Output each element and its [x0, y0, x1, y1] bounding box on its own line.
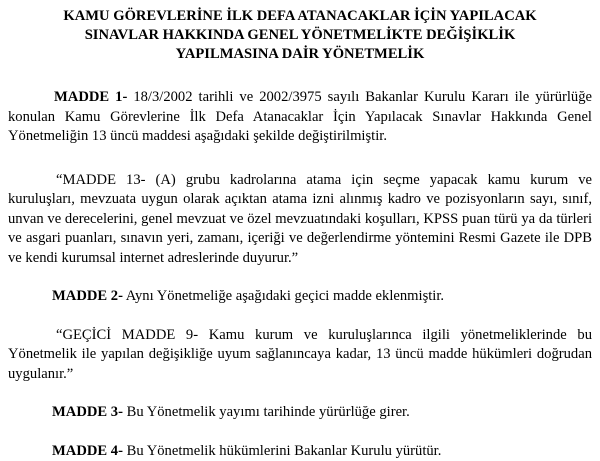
- title-line-1: KAMU GÖREVLERİNE İLK DEFA ATANACAKLAR İÇİN YAPILACAK: [63, 8, 536, 24]
- madde-2-label: MADDE 2-: [52, 288, 123, 304]
- title-line-3: YAPILMASINA DAİR YÖNETMELİK: [176, 46, 425, 62]
- madde-3-label: MADDE 3-: [52, 404, 123, 420]
- madde-3-text: Bu Yönetmelik yayımı tarihinde yürürlüğe girer.: [123, 404, 410, 420]
- madde-3-paragraph: [8, 403, 592, 423]
- madde-4-label: MADDE 4-: [52, 443, 123, 459]
- gecici-madde-9-quote-paragraph: “GEÇİCİ MADDE 9- Kamu kurum ve kuruluşlarınca ilgili yönetmeliklerinde bu Yönetmelik ile yapılan değişikliğe uyum sağlanıncaya kadar, 13 üncü madde hükümleri doğrudan uygulanır.”: [8, 326, 592, 385]
- madde-1-label: MADDE 1-: [54, 89, 127, 105]
- madde-4-paragraph: [8, 442, 592, 461]
- madde-4-text: Bu Yönetmelik hükümlerini Bakanlar Kurulu yürütür.: [123, 443, 441, 459]
- title-line-2: SINAVLAR HAKKINDA GENEL YÖNETMELİKTE DEĞİŞİKLİK: [85, 27, 516, 43]
- madde-1-text: 18/3/2002 tarihli ve 2002/3975 sayılı Bakanlar Kurulu Kararı ile yürürlüğe konulan Kamu Görevlerine İlk Defa Atanacaklar İçin Yapılacak Sınavlar Hakkında Genel Yönetmeliğin 13 üncü maddesi aşağıdaki şekilde değiştirilmiştir.: [8, 89, 592, 144]
- madde-13-quote-paragraph: “MADDE 13- (A) grubu kadrolarına atama için seçme yapacak kamu kurum ve kuruluşları, mevzuata uygun olarak açıktan atama izni alınmış kadro ve pozisyonların sayı, sınıf, unvan ve derecelerini, genel mevzuat ve özel mevzuatındaki koşulları, KPSS puan türü ya da türleri ve asgari puanları, sınavın yeri, zamanı, içeriği ve değerlendirme yöntemini Resmi Gazete ile DPB ve kendi kurumsal internet adreslerinde duyurur.”: [8, 171, 592, 269]
- madde-2-text: Aynı Yönetmeliğe aşağıdaki geçici madde eklenmiştir.: [123, 288, 444, 304]
- madde-2-paragraph: [8, 287, 592, 307]
- document-page: [8, 7, 592, 461]
- document-title: [8, 7, 592, 64]
- madde-1-paragraph: [8, 88, 592, 147]
